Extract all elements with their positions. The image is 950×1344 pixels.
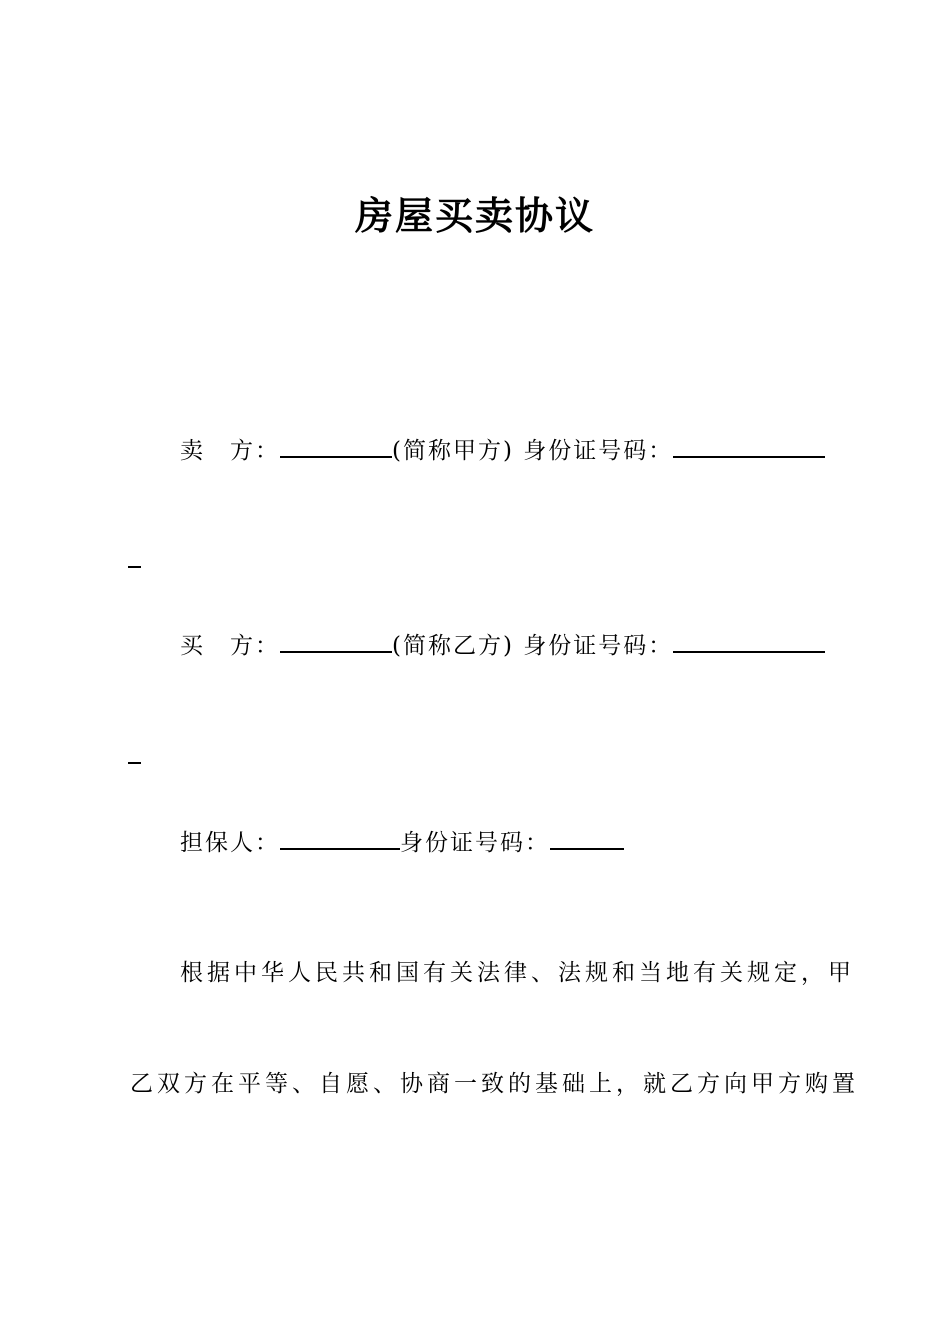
guarantor-id-label: 身份证号码： <box>400 830 550 856</box>
seller-id-label: 身份证号码： <box>523 438 674 464</box>
seller-label: 卖 方： <box>180 438 280 464</box>
seller-line <box>180 434 825 467</box>
guarantor-id-blank <box>550 826 624 850</box>
paragraph-line-2: 乙双方在平等、自愿、协商一致的基础上，就乙方向甲方购置 <box>130 1071 859 1097</box>
buyer-abbr: (简称乙方) <box>392 633 514 659</box>
seller-id-blank <box>673 434 825 458</box>
document-title: 房屋买卖协议 <box>354 194 595 238</box>
seller-overflow-dash <box>128 566 141 568</box>
guarantor-line <box>180 826 624 859</box>
guarantor-name-blank <box>280 826 400 850</box>
buyer-id-blank <box>673 629 825 653</box>
buyer-name-blank <box>280 629 392 653</box>
buyer-line <box>180 629 825 662</box>
seller-name-blank <box>280 434 392 458</box>
seller-abbr: (简称甲方) <box>392 438 514 464</box>
guarantor-label: 担保人： <box>180 830 280 856</box>
buyer-label: 买 方： <box>180 633 280 659</box>
buyer-overflow-dash <box>128 762 141 764</box>
buyer-id-label: 身份证号码： <box>523 633 674 659</box>
paragraph-line-1: 根据中华人民共和国有关法律、法规和当地有关规定，甲 <box>180 960 855 986</box>
